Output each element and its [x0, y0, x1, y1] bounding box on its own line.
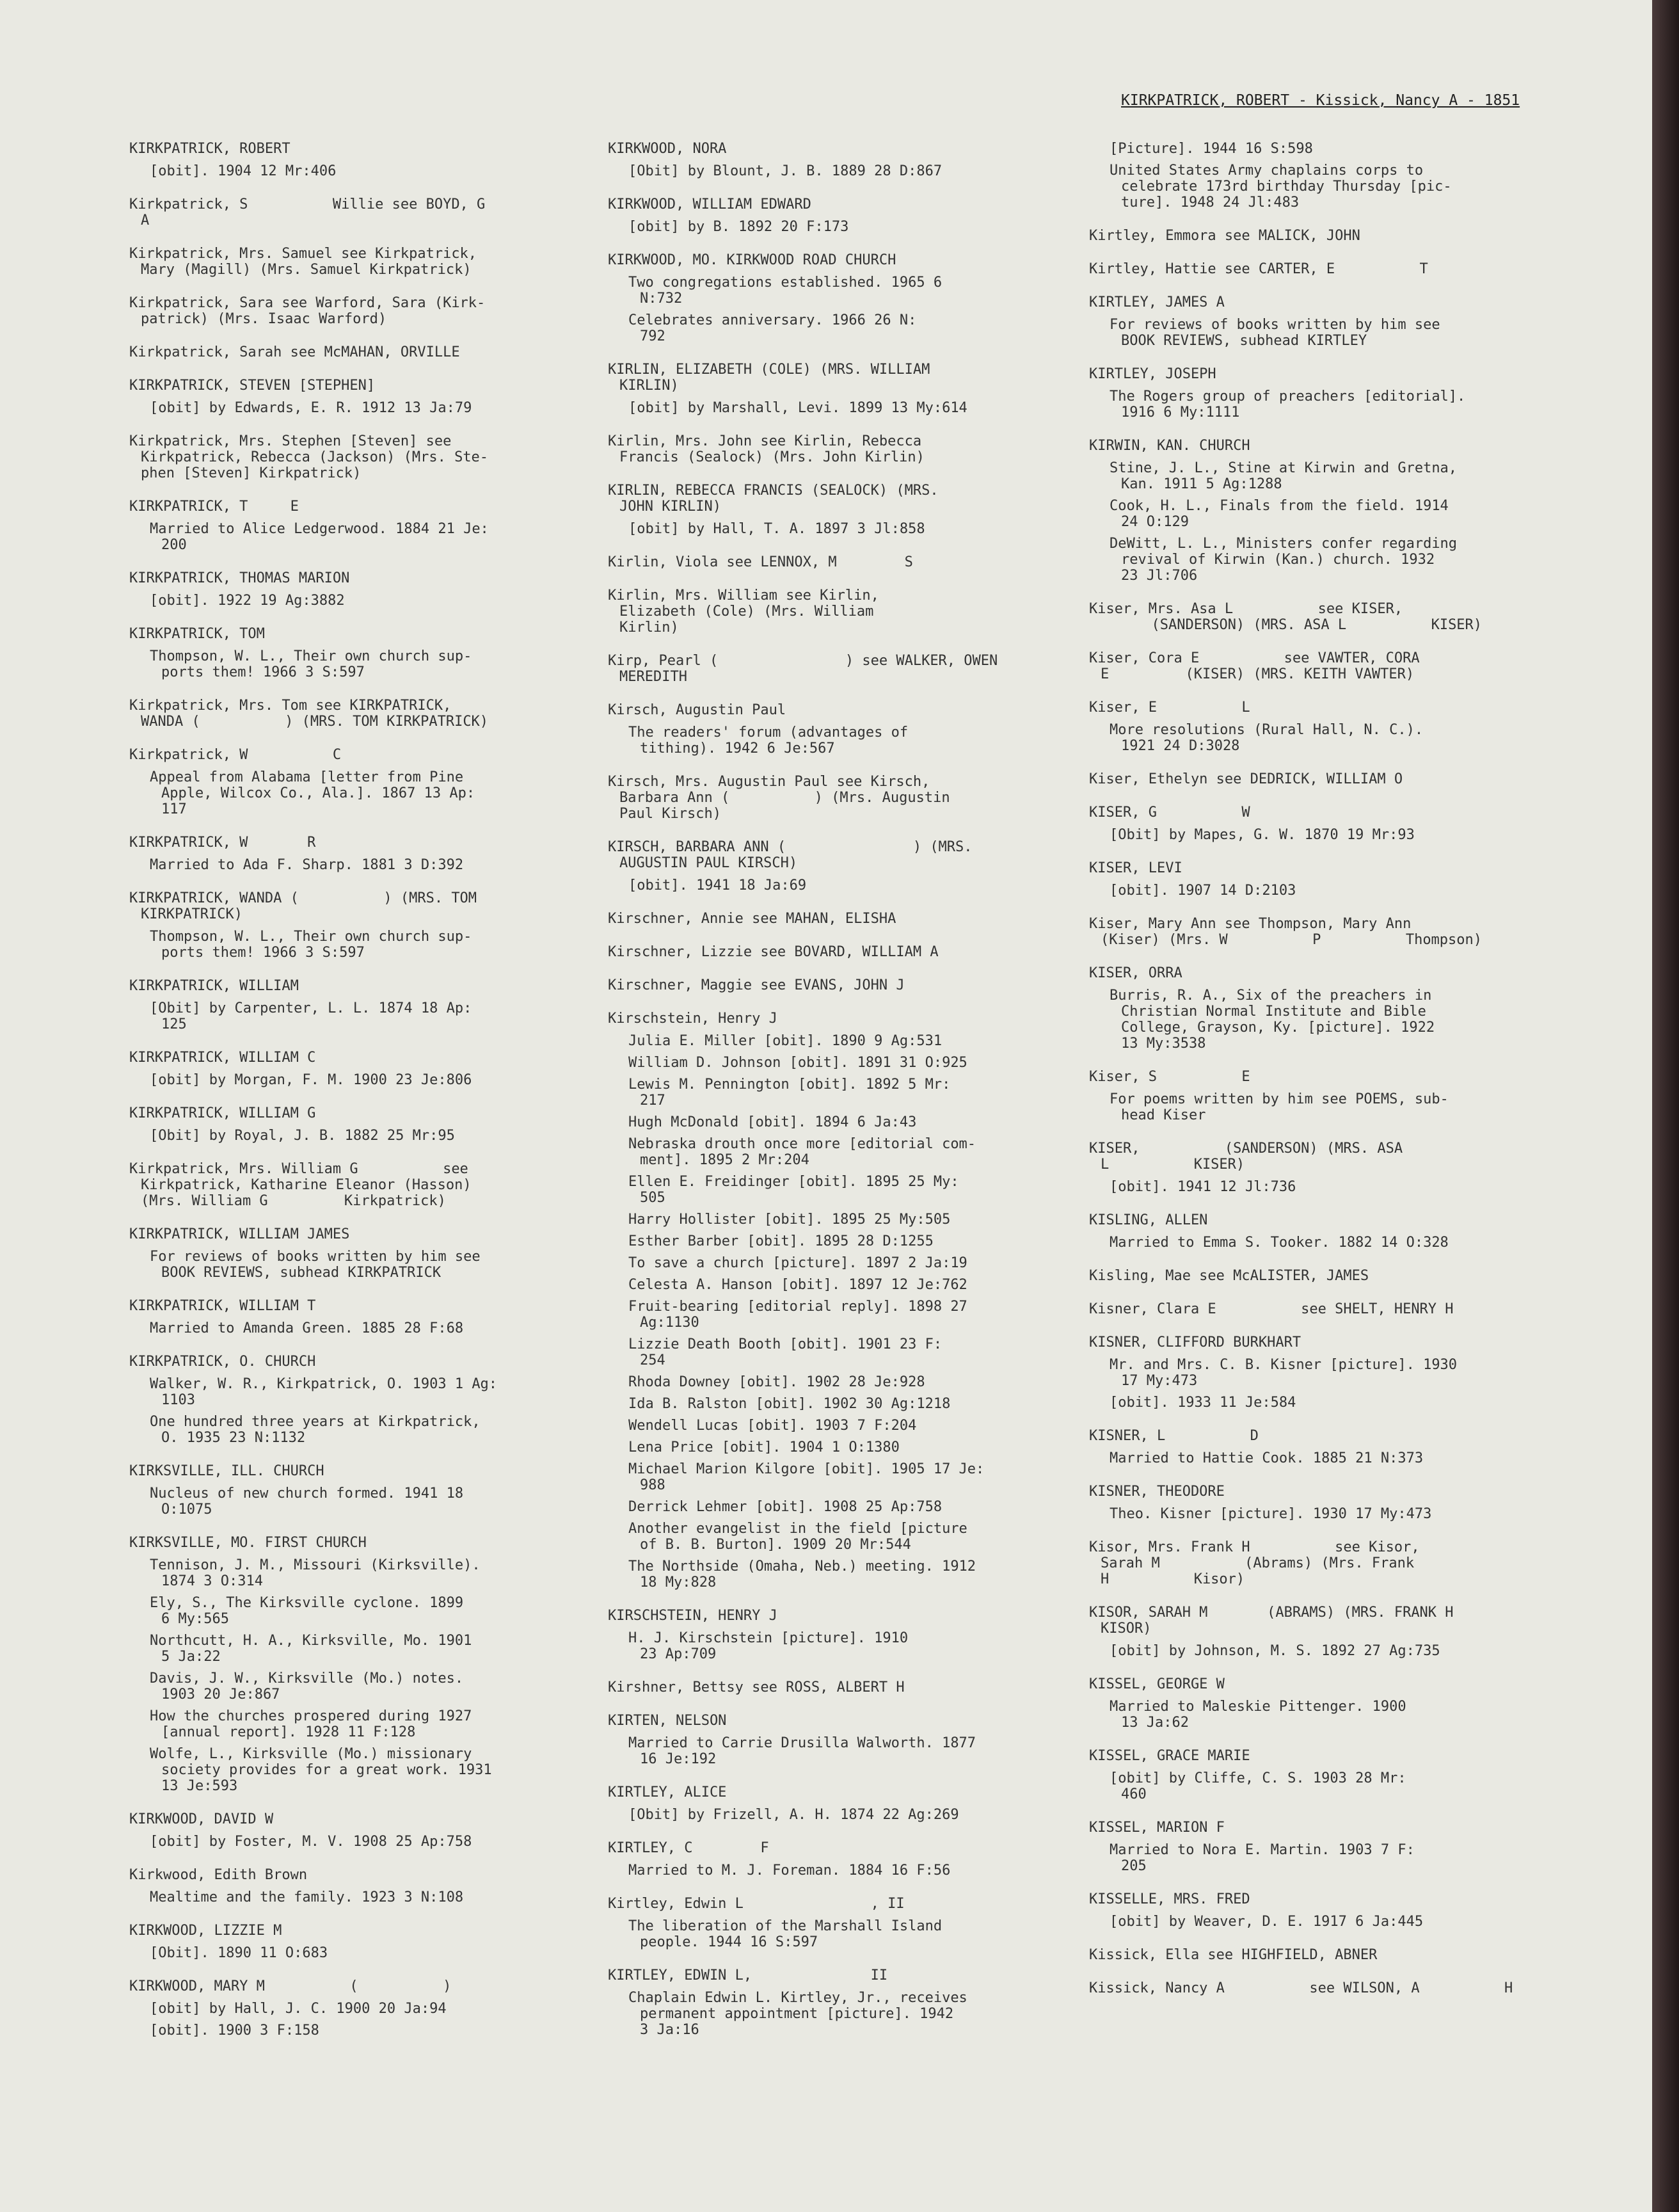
- entry-heading: Kirkpatrick, S Willie see BOYD, G A: [129, 196, 486, 228]
- entry-citation: Harry Hollister [obit]. 1895 25 My:505: [628, 1212, 951, 1228]
- entry-citation: [obit]. 1922 19 Ag:3882: [150, 593, 345, 609]
- index-entry: [129, 1298, 628, 1336]
- entry-heading: KISNER, L D: [1089, 1428, 1259, 1444]
- entry-citation: Married to Hattie Cook. 1885 21 N:373: [1110, 1450, 1424, 1466]
- running-head: KIRKPATRICK, ROBERT - Kissick, Nancy A - 1851: [1121, 92, 1520, 109]
- entry-heading: KIRKPATRICK, WILLIAM G: [129, 1105, 316, 1121]
- entry-heading: Kisor, Mrs. Frank H see Kisor, Sarah M (Abrams) (Mrs. Frank H Kisor): [1089, 1539, 1420, 1587]
- index-entry: [608, 1968, 1107, 2038]
- index-entry: [129, 747, 628, 817]
- entry-citation: Married to Nora E. Martin. 1903 7 F: 205: [1110, 1842, 1415, 1874]
- index-entry: [129, 890, 628, 961]
- index-entry: [1089, 1428, 1588, 1466]
- index-entry: [129, 698, 628, 730]
- entry-citation: [obit]. 1933 11 Je:584: [1110, 1395, 1296, 1411]
- index-entry: [129, 570, 628, 609]
- entry-heading: Kiser, Mary Ann see Thompson, Mary Ann (Kiser) (Mrs. W P Thompson): [1089, 916, 1483, 948]
- entry-heading: KIRSCH, BARBARA ANN ( ) (MRS. AUGUSTIN PAUL KIRSCH): [608, 839, 973, 871]
- index-entry: [1089, 1605, 1588, 1659]
- index-entry: [1089, 1676, 1588, 1731]
- entry-heading: KISER, (SANDERSON) (MRS. ASA L KISER): [1089, 1141, 1403, 1173]
- entry-citation: [obit] by Hall, T. A. 1897 3 Jl:858: [628, 521, 925, 537]
- entry-citation: Wendell Lucas [obit]. 1903 7 F:204: [628, 1418, 917, 1434]
- index-entry: [1089, 1891, 1588, 1930]
- entry-citation: Celebrates anniversary. 1966 26 N: 792: [628, 312, 917, 344]
- entry-citation: Burris, R. A., Six of the preachers in Christian Normal Institute and Bible College, Grayson, Ky. [picture]. 1922 13 My:3538: [1110, 988, 1435, 1052]
- entry-heading: Kirkpatrick, Mrs. Samuel see Kirkpatrick, Mary (Magill) (Mrs. Samuel Kirkpatrick): [129, 246, 477, 278]
- entry-heading: KIRTLEY, ALICE: [608, 1784, 727, 1800]
- entry-heading: Kirkpatrick, Mrs. Stephen [Steven] see Kirkpatrick, Rebecca (Jackson) (Mrs. Ste- phen [Steven] Kirkpatrick): [129, 433, 489, 481]
- entry-citation: Ely, S., The Kirksville cyclone. 1899 6 My:565: [150, 1595, 464, 1627]
- entry-citation: Chaplain Edwin L. Kirtley, Jr., receives permanent appointment [picture]. 1942 3 Ja:16: [628, 1990, 967, 2038]
- entry-citation: William D. Johnson [obit]. 1891 31 O:925: [628, 1055, 967, 1071]
- entry-heading: KIRKWOOD, LIZZIE M: [129, 1923, 282, 1939]
- index-entry: [1089, 1484, 1588, 1522]
- entry-heading: KISLING, ALLEN: [1089, 1212, 1208, 1228]
- index-entry: [1089, 141, 1588, 211]
- entry-citation: More resolutions (Rural Hall, N. C.). 1921 24 D:3028: [1110, 722, 1424, 754]
- entry-heading: KIRKPATRICK, WILLIAM: [129, 978, 299, 994]
- entry-heading: KISSELLE, MRS. FRED: [1089, 1891, 1250, 1907]
- index-entry: [1089, 366, 1588, 421]
- entry-citation: [obit] by Cliffe, C. S. 1903 28 Mr: 460: [1110, 1770, 1406, 1802]
- entry-heading: KIRTLEY, C F: [608, 1840, 769, 1856]
- entry-citation: Nucleus of new church formed. 1941 18 O:1075: [150, 1486, 464, 1518]
- index-entry: [1089, 965, 1588, 1052]
- entry-citation: Another evangelist in the field [picture of B. B. Burton]. 1909 20 Mr:544: [628, 1521, 967, 1553]
- index-entry: [608, 911, 1107, 927]
- entry-citation: Northcutt, H. A., Kirksville, Mo. 1901 5 Ja:22: [150, 1633, 472, 1665]
- entry-citation: [obit]. 1941 12 Jl:736: [1110, 1179, 1296, 1195]
- entry-heading: Kirlin, Mrs. William see Kirlin, Elizabeth (Cole) (Mrs. William Kirlin): [608, 588, 879, 636]
- index-entry: [129, 378, 628, 416]
- index-entry: [129, 978, 628, 1032]
- entry-heading: KIRWIN, KAN. CHURCH: [1089, 438, 1250, 454]
- entry-citation: How the churches prospered during 1927 [annual report]. 1928 11 F:128: [150, 1708, 472, 1740]
- entry-heading: KIRKPATRICK, T E: [129, 499, 299, 515]
- index-entry: [129, 1161, 628, 1209]
- index-entry: [1089, 438, 1588, 584]
- index-entry: [1089, 1820, 1588, 1874]
- entry-heading: Kiser, Ethelyn see DEDRICK, WILLIAM O: [1089, 771, 1403, 787]
- index-column-3: [1089, 141, 1588, 2014]
- index-entry: [608, 944, 1107, 960]
- index-entry: [1089, 1748, 1588, 1802]
- index-entry: [129, 246, 628, 278]
- entry-heading: Kissick, Nancy A see WILSON, A H: [1089, 1980, 1513, 1996]
- entry-heading: KIRTLEY, EDWIN L, II: [608, 1968, 888, 1984]
- entry-heading: KIRLIN, ELIZABETH (COLE) (MRS. WILLIAM KIRLIN): [608, 362, 930, 394]
- entry-citation: Married to Carrie Drusilla Walworth. 1877 16 Je:192: [628, 1735, 976, 1767]
- entry-citation: [obit] by Foster, M. V. 1908 25 Ap:758: [150, 1834, 472, 1850]
- entry-citation: Married to Emma S. Tooker. 1882 14 O:328: [1110, 1235, 1449, 1251]
- index-entry: [608, 1713, 1107, 1767]
- entry-citation: Married to Maleskie Pittenger. 1900 13 Ja:62: [1110, 1699, 1406, 1731]
- index-entry: [608, 1784, 1107, 1823]
- entry-heading: KIRKWOOD, WILLIAM EDWARD: [608, 196, 811, 212]
- entry-citation: [obit] by Johnson, M. S. 1892 27 Ag:735: [1110, 1643, 1440, 1659]
- index-entry: [129, 196, 628, 228]
- index-entry: [129, 1226, 628, 1281]
- entry-citation: Esther Barber [obit]. 1895 28 D:1255: [628, 1233, 934, 1249]
- entry-citation: United States Army chaplains corps to celebrate 173rd birthday Thursday [pic- ture]. 1948 24 Jl:483: [1110, 163, 1452, 211]
- index-entry: [1089, 771, 1588, 787]
- entry-heading: Kirschner, Lizzie see BOVARD, WILLIAM A: [608, 944, 939, 960]
- page-edge: [1652, 0, 1679, 2212]
- entry-heading: KIRKWOOD, MARY M ( ): [129, 1978, 452, 1994]
- index-entry: [608, 141, 1107, 179]
- index-entry: [608, 196, 1107, 235]
- entry-citation: Davis, J. W., Kirksville (Mo.) notes. 1903 20 Je:867: [150, 1671, 464, 1703]
- entry-citation: Lizzie Death Booth [obit]. 1901 23 F: 254: [628, 1336, 943, 1368]
- index-entry: [1089, 916, 1588, 948]
- entry-citation: Julia E. Miller [obit]. 1890 9 Ag:531: [628, 1033, 943, 1049]
- index-entry: [129, 433, 628, 481]
- entry-heading: KIRTEN, NELSON: [608, 1713, 727, 1729]
- entry-heading: KIRKPATRICK, TOM: [129, 626, 265, 642]
- entry-heading: Kissick, Ella see HIGHFIELD, ABNER: [1089, 1947, 1378, 1963]
- entry-citation: [obit] by Marshall, Levi. 1899 13 My:614: [628, 400, 967, 416]
- index-entry: [129, 1050, 628, 1088]
- index-entry: [1089, 1141, 1588, 1195]
- entry-citation: Walker, W. R., Kirkpatrick, O. 1903 1 Ag: 1103: [150, 1376, 498, 1408]
- entry-heading: KIRKPATRICK, WILLIAM C: [129, 1050, 316, 1066]
- index-entry: [1089, 650, 1588, 682]
- entry-heading: Kirshner, Bettsy see ROSS, ALBERT H: [608, 1679, 905, 1695]
- entry-heading: Kirkpatrick, W C: [129, 747, 342, 763]
- entry-citation: For reviews of books written by him see BOOK REVIEWS, subhead KIRKPATRICK: [150, 1249, 481, 1281]
- entry-citation: [Obit]. 1890 11 O:683: [150, 1945, 328, 1961]
- index-entry: [129, 344, 628, 360]
- entry-citation: Thompson, W. L., Their own church sup- ports them! 1966 3 S:597: [150, 648, 472, 680]
- entry-heading: Kirschner, Annie see MAHAN, ELISHA: [608, 911, 896, 927]
- entry-heading: KISNER, CLIFFORD BURKHART: [1089, 1334, 1301, 1350]
- index-entry: [129, 1923, 628, 1961]
- entry-citation: One hundred three years at Kirkpatrick, O. 1935 23 N:1132: [150, 1414, 481, 1446]
- entry-heading: KIRKSVILLE, ILL. CHURCH: [129, 1463, 324, 1479]
- index-entry: [1089, 261, 1588, 277]
- index-entry: [1089, 601, 1588, 633]
- index-entry: [608, 433, 1107, 465]
- index-entry: [608, 588, 1107, 636]
- entry-citation: [Obit] by Carpenter, L. L. 1874 18 Ap: 125: [150, 1000, 472, 1032]
- entry-citation: Celesta A. Hanson [obit]. 1897 12 Je:762: [628, 1277, 967, 1293]
- entry-citation: DeWitt, L. L., Ministers confer regarding revival of Kirwin (Kan.) church. 1932 23 Jl:706: [1110, 536, 1458, 584]
- entry-heading: KIRKPATRICK, O. CHURCH: [129, 1354, 316, 1370]
- index-entry: [608, 362, 1107, 416]
- entry-citation: [obit]. 1907 14 D:2103: [1110, 883, 1296, 899]
- entry-citation: Nebraska drouth once more [editorial com- ment]. 1895 2 Mr:204: [628, 1136, 976, 1168]
- index-entry: [129, 835, 628, 873]
- entry-heading: KIRKSVILLE, MO. FIRST CHURCH: [129, 1535, 367, 1551]
- entry-heading: KIRKPATRICK, THOMAS MARION: [129, 570, 350, 586]
- index-entry: [608, 1679, 1107, 1695]
- entry-citation: The Rogers group of preachers [editorial]. 1916 6 My:1111: [1110, 389, 1466, 421]
- entry-citation: Hugh McDonald [obit]. 1894 6 Ja:43: [628, 1114, 917, 1130]
- entry-citation: To save a church [picture]. 1897 2 Ja:19: [628, 1255, 967, 1271]
- entry-heading: Kirtley, Edwin L , II: [608, 1896, 905, 1912]
- index-entry: [129, 1463, 628, 1518]
- entry-citation: The readers' forum (advantages of tithing). 1942 6 Je:567: [628, 725, 909, 757]
- entry-heading: KIRKPATRICK, WANDA ( ) (MRS. TOM KIRKPATRICK): [129, 890, 477, 922]
- index-entry: [129, 1978, 628, 2039]
- entry-citation: H. J. Kirschstein [picture]. 1910 23 Ap:709: [628, 1630, 909, 1662]
- entry-heading: Kirkpatrick, Mrs. Tom see KIRKPATRICK, WANDA ( ) (MRS. TOM KIRKPATRICK): [129, 698, 489, 730]
- entry-citation: Lewis M. Pennington [obit]. 1892 5 Mr: 217: [628, 1077, 951, 1109]
- entry-citation: The liberation of the Marshall Island people. 1944 16 S:597: [628, 1918, 943, 1950]
- entry-citation: Mealtime and the family. 1923 3 N:108: [150, 1889, 464, 1905]
- index-entry: [608, 1896, 1107, 1950]
- entry-citation: Appeal from Alabama [letter from Pine Apple, Wilcox Co., Ala.]. 1867 13 Ap: 117: [150, 769, 475, 817]
- entry-citation: [obit]. 1900 3 F:158: [150, 2023, 319, 2039]
- index-entry: [608, 702, 1107, 757]
- index-entry: [129, 1811, 628, 1850]
- entry-heading: KIRLIN, REBECCA FRANCIS (SEALOCK) (MRS. JOHN KIRLIN): [608, 483, 939, 515]
- index-entry: [608, 1840, 1107, 1879]
- entry-heading: KIRSCHSTEIN, HENRY J: [608, 1608, 777, 1624]
- entry-heading: Kirkpatrick, Sarah see McMAHAN, ORVILLE: [129, 344, 460, 360]
- entry-citation: Michael Marion Kilgore [obit]. 1905 17 Je: 988: [628, 1461, 985, 1493]
- index-column-2: [608, 141, 1107, 2055]
- entry-citation: [obit]. 1904 12 Mr:406: [150, 163, 337, 179]
- entry-heading: Kirsch, Augustin Paul: [608, 702, 786, 718]
- entry-citation: [Obit] by Frizell, A. H. 1874 22 Ag:269: [628, 1807, 959, 1823]
- entry-citation: [obit] by B. 1892 20 F:173: [628, 219, 849, 235]
- entry-citation: Married to M. J. Foreman. 1884 16 F:56: [628, 1863, 951, 1879]
- entry-citation: Ellen E. Freidinger [obit]. 1895 25 My: 505: [628, 1174, 959, 1206]
- entry-heading: KISOR, SARAH M (ABRAMS) (MRS. FRANK H KISOR): [1089, 1605, 1454, 1637]
- index-entry: [129, 1354, 628, 1446]
- entry-heading: KIRKPATRICK, STEVEN [STEPHEN]: [129, 378, 376, 394]
- entry-citation: Ida B. Ralston [obit]. 1902 30 Ag:1218: [628, 1396, 951, 1412]
- entry-heading: KIRKWOOD, DAVID W: [129, 1811, 274, 1827]
- index-entry: [608, 1011, 1107, 1591]
- entry-citation: [Obit] by Blount, J. B. 1889 28 D:867: [628, 163, 943, 179]
- index-entry: [1089, 700, 1588, 754]
- entry-heading: KISNER, THEODORE: [1089, 1484, 1225, 1500]
- entry-heading: Kirp, Pearl ( ) see WALKER, OWEN MEREDITH: [608, 653, 998, 685]
- index-entry: [1089, 1539, 1588, 1587]
- index-entry: [608, 653, 1107, 685]
- index-entry: [1089, 294, 1588, 349]
- entry-heading: KIRKPATRICK, ROBERT: [129, 141, 290, 157]
- entry-heading: Kisling, Mae see McALISTER, JAMES: [1089, 1268, 1369, 1284]
- entry-heading: Kirlin, Viola see LENNOX, M S: [608, 554, 913, 570]
- entry-heading: KIRKWOOD, MO. KIRKWOOD ROAD CHURCH: [608, 252, 896, 268]
- entry-heading: KIRKPATRICK, WILLIAM T: [129, 1298, 316, 1314]
- index-entry: [608, 554, 1107, 570]
- index-entry: [1089, 860, 1588, 899]
- entry-citation: [obit] by Morgan, F. M. 1900 23 Je:806: [150, 1072, 472, 1088]
- index-entry: [608, 252, 1107, 344]
- entry-citation: Mr. and Mrs. C. B. Kisner [picture]. 1930 17 My:473: [1110, 1357, 1458, 1389]
- index-entry: [1089, 1334, 1588, 1411]
- entry-citation: Wolfe, L., Kirksville (Mo.) missionary society provides for a great work. 1931 13 Je:593: [150, 1746, 492, 1794]
- index-entry: [129, 295, 628, 327]
- entry-citation: Theo. Kisner [picture]. 1930 17 My:473: [1110, 1506, 1432, 1522]
- entry-heading: KISER, G W: [1089, 805, 1250, 821]
- entry-heading: KIRKPATRICK, W R: [129, 835, 316, 851]
- entry-heading: KISSEL, MARION F: [1089, 1820, 1225, 1836]
- index-entry: [1089, 1268, 1588, 1284]
- entry-citation: Thompson, W. L., Their own church sup- ports them! 1966 3 S:597: [150, 929, 472, 961]
- entry-citation: Fruit-bearing [editorial reply]. 1898 27 Ag:1130: [628, 1299, 967, 1331]
- entry-citation: Married to Ada F. Sharp. 1881 3 D:392: [150, 857, 464, 873]
- index-entry: [1089, 1980, 1588, 1996]
- entry-citation: [obit] by Edwards, E. R. 1912 13 Ja:79: [150, 400, 472, 416]
- index-entry: [608, 839, 1107, 894]
- entry-heading: Kirschstein, Henry J: [608, 1011, 777, 1027]
- entry-citation: Lena Price [obit]. 1904 1 O:1380: [628, 1439, 900, 1455]
- entry-heading: Kiser, Mrs. Asa L see KISER, (SANDERSON) (MRS. ASA L KISER): [1089, 601, 1483, 633]
- entry-heading: KISSEL, GRACE MARIE: [1089, 1748, 1250, 1764]
- index-entry: [608, 1608, 1107, 1662]
- index-entry: [608, 774, 1107, 822]
- entry-citation: [Obit] by Royal, J. B. 1882 25 Mr:95: [150, 1128, 455, 1144]
- entry-heading: KIRKWOOD, NORA: [608, 141, 727, 157]
- entry-heading: KISER, ORRA: [1089, 965, 1182, 981]
- entry-heading: Kiser, S E: [1089, 1069, 1250, 1085]
- entry-heading: KIRTLEY, JAMES A: [1089, 294, 1225, 310]
- index-entry: [1089, 1212, 1588, 1251]
- index-entry: [1089, 228, 1588, 244]
- entry-heading: Kisner, Clara E see SHELT, HENRY H: [1089, 1301, 1454, 1317]
- index-entry: [129, 141, 628, 179]
- entry-heading: Kirschner, Maggie see EVANS, JOHN J: [608, 977, 905, 993]
- index-entry: [1089, 805, 1588, 843]
- index-entry: [1089, 1069, 1588, 1123]
- entry-citation: [Picture]. 1944 16 S:598: [1110, 141, 1313, 157]
- entry-heading: Kirkwood, Edith Brown: [129, 1867, 308, 1883]
- entry-citation: Married to Amanda Green. 1885 28 F:68: [150, 1320, 464, 1336]
- entry-heading: Kirkpatrick, Sara see Warford, Sara (Kirk- patrick) (Mrs. Isaac Warford): [129, 295, 486, 327]
- entry-heading: KISSEL, GEORGE W: [1089, 1676, 1225, 1692]
- entry-citation: For reviews of books written by him see BOOK REVIEWS, subhead KIRTLEY: [1110, 317, 1440, 349]
- entry-heading: Kiser, Cora E see VAWTER, CORA E (KISER) (MRS. KEITH VAWTER): [1089, 650, 1420, 682]
- entry-citation: The Northside (Omaha, Neb.) meeting. 1912 18 My:828: [628, 1559, 976, 1591]
- index-entry: [608, 977, 1107, 993]
- entry-citation: [obit] by Weaver, D. E. 1917 6 Ja:445: [1110, 1914, 1424, 1930]
- index-entry: [608, 483, 1107, 537]
- entry-citation: Tennison, J. M., Missouri (Kirksville). 1874 3 O:314: [150, 1557, 481, 1589]
- entry-heading: Kirtley, Emmora see MALICK, JOHN: [1089, 228, 1360, 244]
- entry-heading: KISER, LEVI: [1089, 860, 1182, 876]
- index-entry: [129, 1105, 628, 1144]
- entry-citation: Two congregations established. 1965 6 N:732: [628, 275, 943, 307]
- entry-citation: [Obit] by Mapes, G. W. 1870 19 Mr:93: [1110, 827, 1415, 843]
- index-entry: [1089, 1947, 1588, 1963]
- entry-citation: [obit] by Hall, J. C. 1900 20 Ja:94: [150, 2001, 447, 2017]
- index-entry: [129, 1867, 628, 1905]
- index-entry: [129, 499, 628, 553]
- entry-citation: Married to Alice Ledgerwood. 1884 21 Je: 200: [150, 521, 489, 553]
- entry-heading: Kirtley, Hattie see CARTER, E T: [1089, 261, 1428, 277]
- entry-heading: Kirkpatrick, Mrs. William G see Kirkpatrick, Katharine Eleanor (Hasson) (Mrs. William G Kirkpatrick): [129, 1161, 472, 1209]
- entry-heading: KIRKPATRICK, WILLIAM JAMES: [129, 1226, 350, 1242]
- entry-heading: KIRTLEY, JOSEPH: [1089, 366, 1216, 382]
- entry-heading: Kirsch, Mrs. Augustin Paul see Kirsch, Barbara Ann ( ) (Mrs. Augustin Paul Kirsch): [608, 774, 950, 822]
- entry-citation: For poems written by him see POEMS, sub- head Kiser: [1110, 1091, 1449, 1123]
- index-entry: [129, 1535, 628, 1794]
- entry-citation: Cook, H. L., Finals from the field. 1914 24 O:129: [1110, 498, 1449, 530]
- entry-citation: Derrick Lehmer [obit]. 1908 25 Ap:758: [628, 1499, 943, 1515]
- entry-heading: Kiser, E L: [1089, 700, 1250, 716]
- index-column-1: [129, 141, 628, 2056]
- entry-citation: Stine, J. L., Stine at Kirwin and Gretna, Kan. 1911 5 Ag:1288: [1110, 460, 1458, 492]
- entry-citation: Rhoda Downey [obit]. 1902 28 Je:928: [628, 1374, 925, 1390]
- index-entry: [1089, 1301, 1588, 1317]
- entry-citation: [obit]. 1941 18 Ja:69: [628, 878, 807, 894]
- index-entry: [129, 626, 628, 680]
- entry-heading: Kirlin, Mrs. John see Kirlin, Rebecca Francis (Sealock) (Mrs. John Kirlin): [608, 433, 925, 465]
